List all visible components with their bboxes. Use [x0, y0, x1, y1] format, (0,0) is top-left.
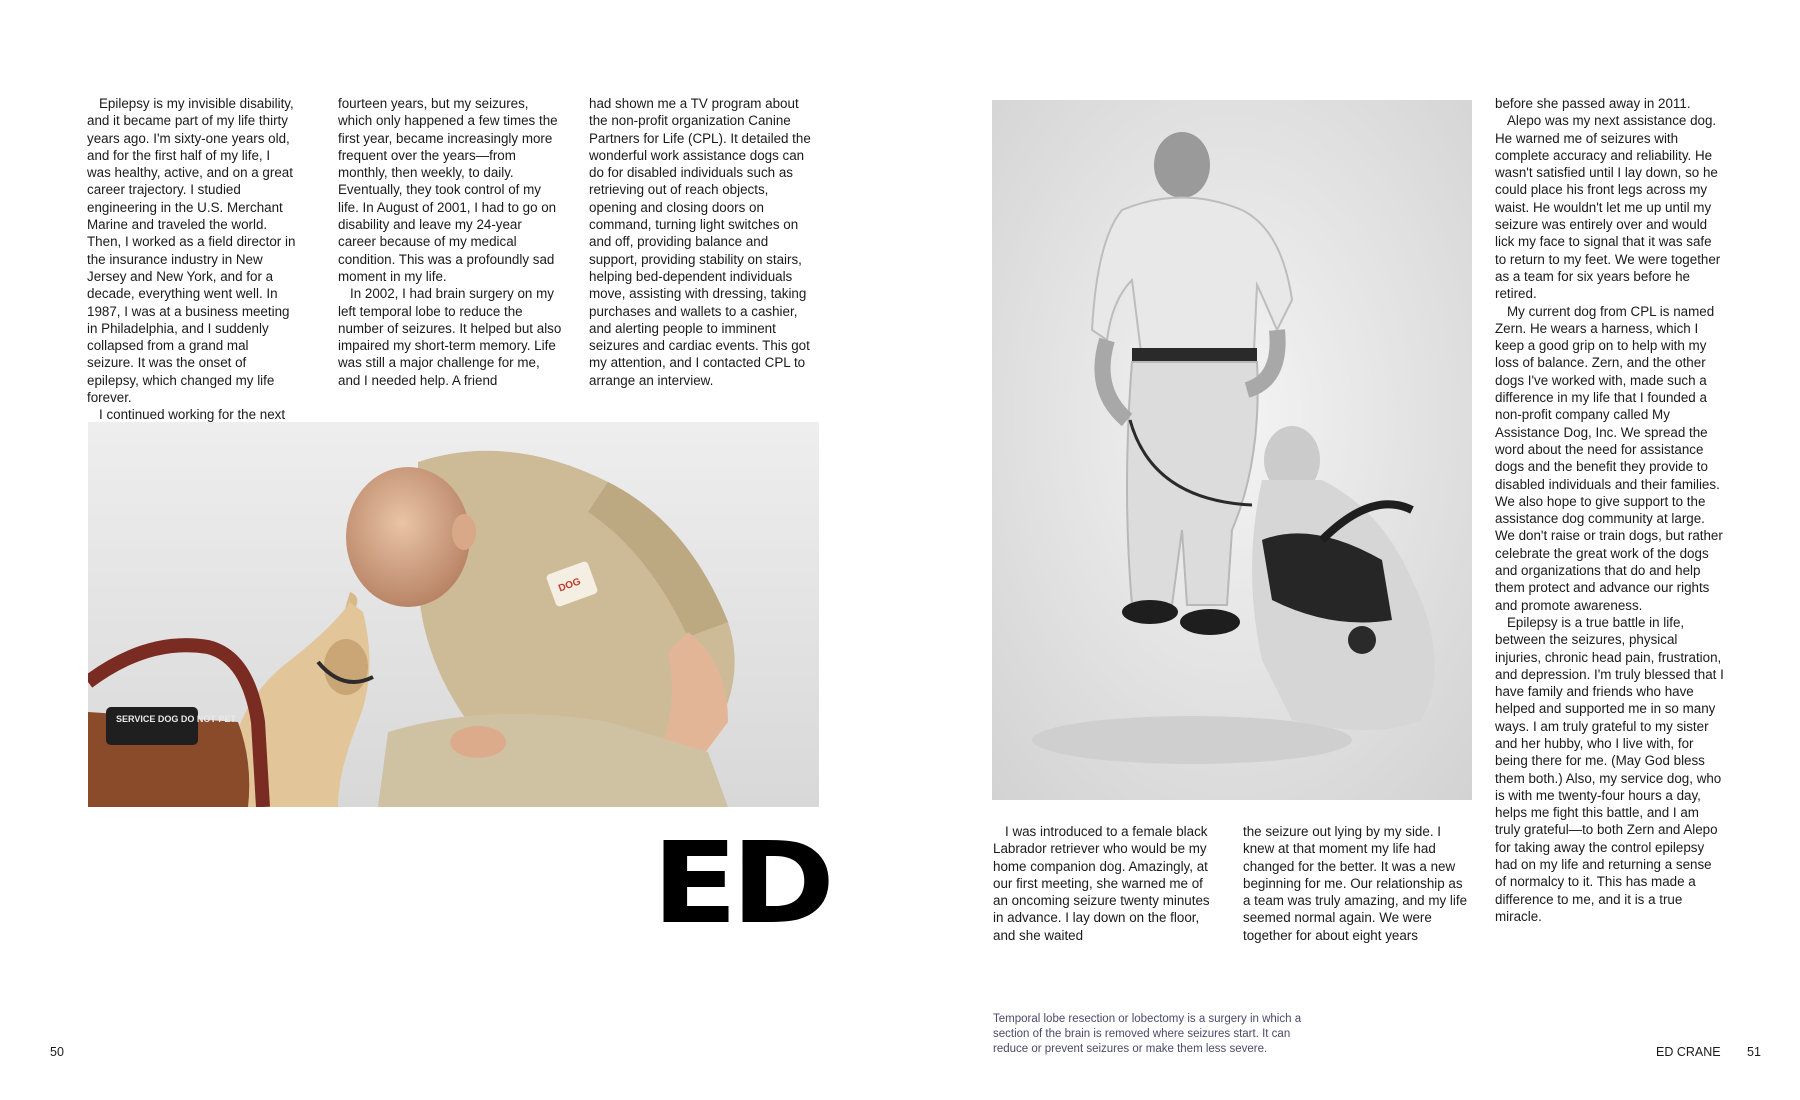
photo-man-with-dog-color [88, 422, 819, 807]
photo-illustration [88, 422, 819, 807]
paragraph: In 2002, I had brain surgery on my left temporal lobe to reduce the number of seizures. It helped but also impaired my short-term memory. Life was still a major challenge for me, and I needed help. A friend [338, 286, 562, 388]
paragraph: had shown me a TV program about the non-profit organization Canine Partners for Life (CPL). It detailed the wonderful work assistance dogs can do for disabled individuals such as retrieving out of reach objects, opening and closing doors on command, turning light switches on and off, providing balance and support, providing stability on stairs, helping bed-dependent individuals move, assisting with dressing, taking purchases and wallets to a cashier, and alerting people to imminent seizures and cardiac events. This got my attention, and I contacted CPL to arrange an interview. [589, 96, 811, 388]
paragraph: Epilepsy is a true battle in life, between the seizures, physical injuries, chronic head pain, frustration, and depression. I'm truly blessed that I have family and friends who have helped and supported me in so many ways. I am truly grateful to my sister and her hubby, who I live with, for being there for me. (May God bless them both.) Also, my service dog, who is with me twenty-four hours a day, helps me fight this battle, and I am truly grateful—to both Zern and Alepo for taking away the control epilepsy had on my life and returning a sense of normalcy to it. This has made a difference to me, and it is a true miracle. [1495, 614, 1724, 924]
running-head: ED CRANE [1656, 1045, 1721, 1059]
left-column-2 [338, 95, 563, 389]
paragraph: before she passed away in 2011. [1495, 96, 1691, 111]
right-column-2 [1243, 823, 1471, 944]
paragraph: Epilepsy is my invisible disability, and it became part of my life thirty years ago. I'm sixty-one years old, and for the first half of my life, I was healthy, active, and on a great career trajectory. I studied engineering in the U.S. Merchant Marine and traveled the world. Then, I worked as a field director in the insurance industry in New Jersey and New York, and for a decade, everything went well. In 1987, I was at a business meeting in Philadelphia, and I suddenly collapsed from a grand mal seizure. It was the onset of epilepsy, which changed my life forever. [87, 96, 296, 406]
service-dog-badge: SERVICE DOG DO NOT PET [116, 714, 236, 724]
paragraph: My current dog from CPL is named Zern. He wears a harness, which I keep a good grip on to help with my loss of balance. Zern, and the other dogs I've worked with, made such a difference in my life that I founded a non-profit company called My Assistance Dog, Inc. We spread the word about the need for assistance dogs and the benefit they provide to disabled individuals and their families. We also hope to give support to the assistance dog community at large. We don't raise or train dogs, but rather celebrate the great work of the dogs and organizations that do and help them protect and advance our rights and promote awareness. [1495, 303, 1723, 613]
paragraph: fourteen years, but my seizures, which only happened a few times the first year, became increasingly more frequent over the years—from monthly, then weekly, to daily. Eventually, they took control of my life. In August of 2001, I had to go on disability and leave my 24-year career because of my medical condition. This was a profoundly sad moment in my life. [338, 96, 558, 284]
page-number-right: 51 [1747, 1045, 1761, 1059]
page-number-left: 50 [50, 1045, 64, 1059]
photo-man-with-dog-bw [992, 100, 1472, 800]
photo-illustration [992, 100, 1472, 800]
svg-text:DOG: DOG [557, 576, 583, 595]
right-column-1 [993, 823, 1218, 944]
paragraph: I continued working for the next [99, 407, 286, 423]
left-column-1 [87, 95, 297, 424]
right-column-3 [1495, 95, 1725, 925]
page-title: ED [652, 819, 829, 949]
paragraph: I was introduced to a female black Labrador retriever who would be my home companion dog. Amazingly, at our first meeting, she warned me of an oncoming seizure twenty minutes in advance. I lay down on the floor, and she waited [993, 824, 1210, 943]
footnote: Temporal lobe resection or lobectomy is a surgery in which a section of the brain is removed where seizures start. It can reduce or prevent seizures or make them less severe. [993, 1013, 1302, 1055]
paragraph: the seizure out lying by my side. I knew at that moment my life had changed for the better. It was a new beginning for me. Our relationship as a team was truly amazing, and my life seemed normal again. We were together for about eight years [1243, 824, 1468, 943]
left-column-3 [589, 95, 819, 389]
paragraph: Alepo was my next assistance dog. He warned me of seizures with complete accuracy and reliability. He wasn't satisfied until I lay down, so he could place his front legs across my waist. He wouldn't let me up until my seizure was entirely over and would lick my face to signal that it was safe to return to my feet. We were together as a team for six years before he retired. [1495, 113, 1721, 302]
